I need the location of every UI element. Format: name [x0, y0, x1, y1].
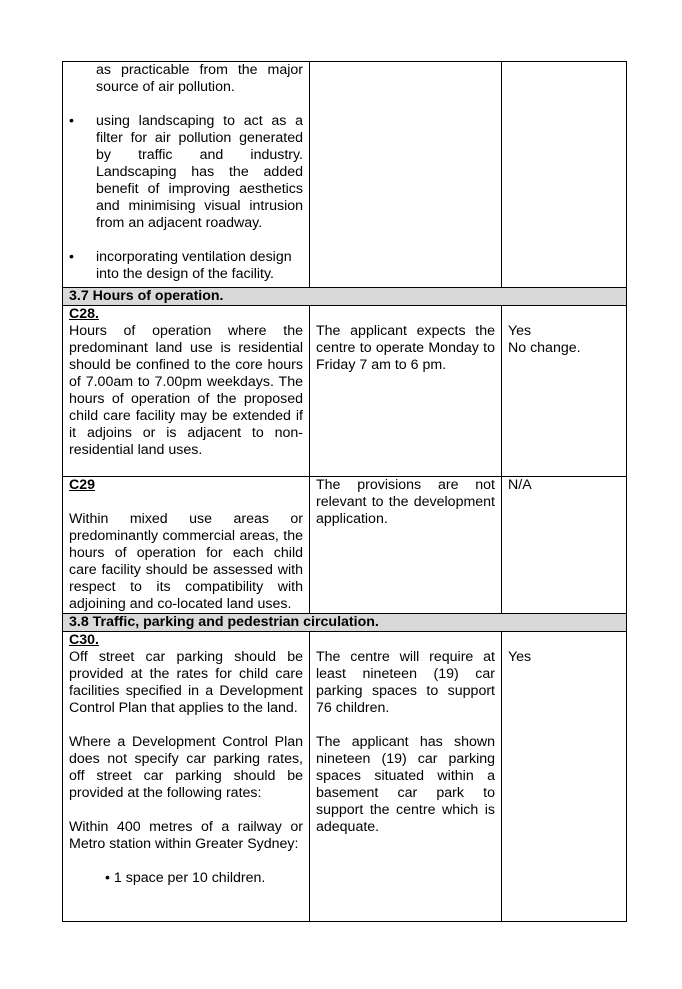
comment-text: The centre will require at least nineteen (19) car parking spaces to support 76 children.: [316, 649, 495, 716]
compliance-note: No change.: [508, 340, 581, 356]
section-heading: 3.7 Hours of operation.: [63, 288, 627, 306]
section-header-row: [63, 288, 627, 306]
control-cell: [63, 306, 310, 477]
control-text: as practicable from the major source of air pollution.: [96, 62, 303, 95]
bullet-icon: •: [69, 249, 74, 265]
comment-cell: [310, 62, 502, 288]
section-header-row: [63, 614, 627, 632]
compliance-cell: [502, 62, 627, 288]
list-item: [69, 113, 303, 232]
control-cell: [63, 477, 310, 614]
list-item: • 1 space per 10 children.: [105, 870, 266, 886]
table-row-air-pollution-cont: [63, 62, 627, 288]
comment-cell: [310, 306, 502, 477]
compliance-cell: [502, 632, 627, 922]
control-text: Within mixed use areas or predominantly commercial areas, the hours of operation for each child care facility should be assessed with respect to its compatibility with adjoining and co-located land uses.: [69, 511, 303, 612]
table-row-c29: [63, 477, 627, 614]
section-heading: 3.8 Traffic, parking and pedestrian circulation.: [63, 614, 627, 632]
control-text: Hours of operation where the predominant land use is residential should be confined to the core hours of 7.00am to 7.00pm weekdays. The hours of operation of the proposed child care facility may be extended if it adjoins or is adjacent to non-residential land uses.: [69, 323, 303, 458]
comment-text: The provisions are not relevant to the development application.: [316, 477, 495, 527]
control-text: Within 400 metres of a railway or Metro station within Greater Sydney:: [69, 819, 303, 852]
compliance-cell: [502, 306, 627, 477]
compliance-value: N/A: [508, 477, 532, 493]
comment-text: The applicant has shown nineteen (19) car parking spaces situated within a basement car park to support the centre which is adequate.: [316, 734, 495, 835]
comment-cell: [310, 632, 502, 922]
control-text: Off street car parking should be provided at the rates for child care facilities specified in a Development Control Plan that applies to the land.: [69, 649, 303, 716]
control-cell: [63, 632, 310, 922]
control-id: C29: [69, 477, 96, 493]
comment-text: The applicant expects the centre to operate Monday to Friday 7 am to 6 pm.: [316, 323, 495, 373]
compliance-value: Yes: [508, 649, 532, 665]
table-row-c30: [63, 632, 627, 922]
compliance-cell: [502, 477, 627, 614]
compliance-value: Yes: [508, 323, 532, 339]
control-text: Where a Development Control Plan does not specify car parking rates, off street car parking should be provided at the following rates:: [69, 734, 303, 801]
control-id: C28.: [69, 306, 99, 322]
table-row-c28: [63, 306, 627, 477]
list-item: [69, 249, 303, 283]
bullet-icon: •: [69, 113, 74, 129]
control-cell: [63, 62, 310, 288]
list-item-text: using landscaping to act as a filter for air pollution generated by traffic and industry. Landscaping has the added benefit of improving aesthetics and minimising visual intrusion from an adjacent roadway.: [96, 113, 303, 231]
comment-cell: [310, 477, 502, 614]
list-item-text: incorporating ventilation design into the design of the facility.: [96, 249, 292, 282]
control-id: C30.: [69, 632, 99, 648]
assessment-table: [62, 61, 627, 922]
